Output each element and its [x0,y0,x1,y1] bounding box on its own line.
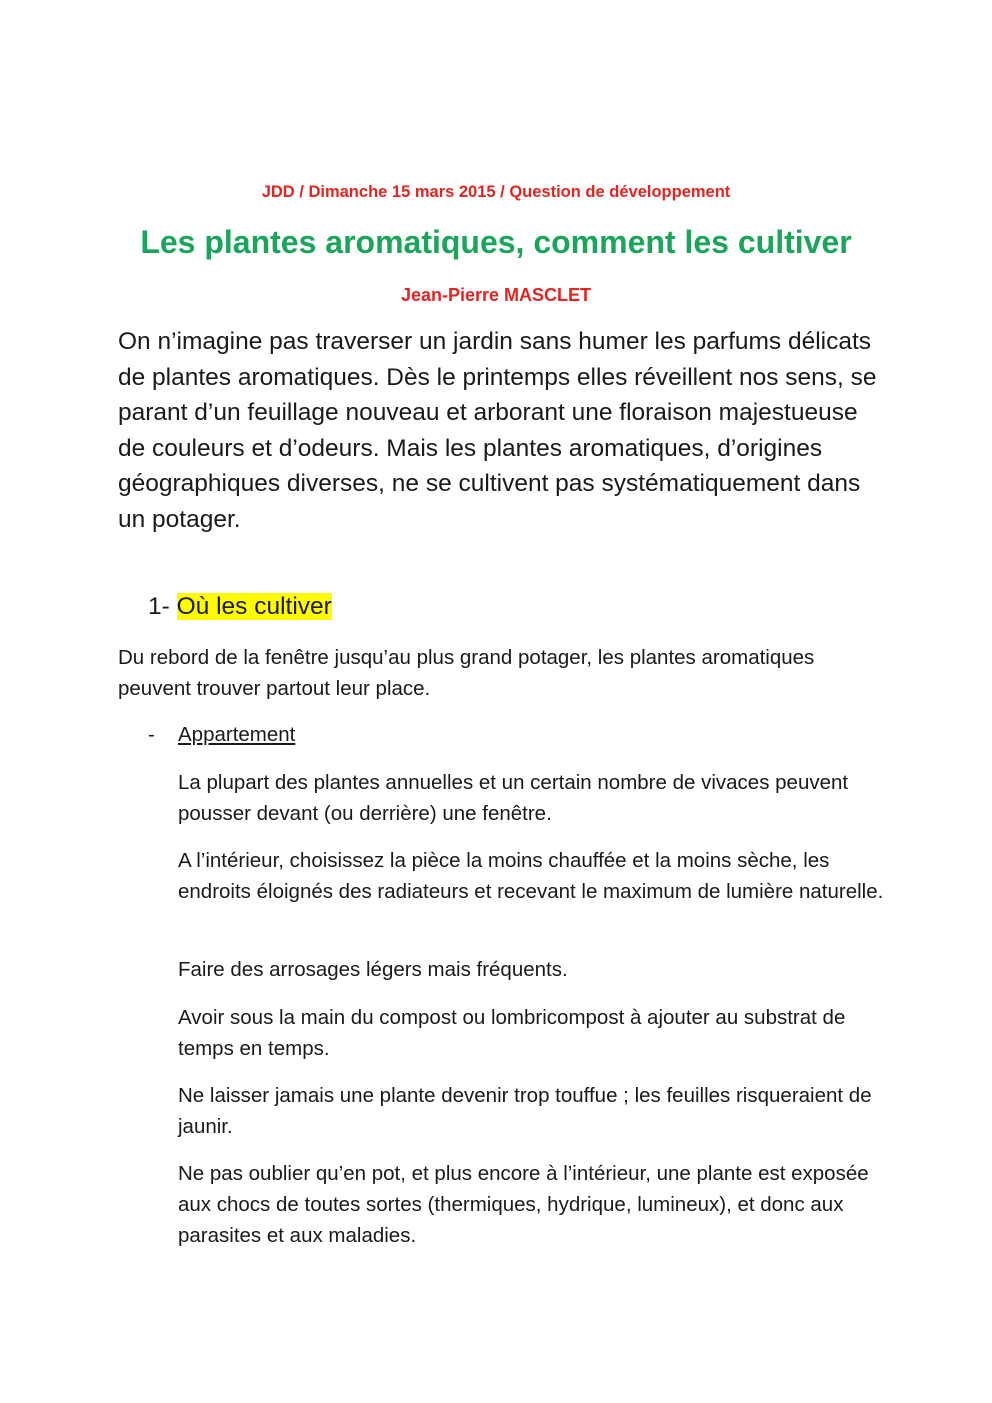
sub-paragraph: Ne pas oublier qu’en pot, et plus encore à l’intérieur, une plante est exposée aux chocs de toutes sortes (thermiques, hydrique, lumineux), et donc aux parasites et aux maladies. [178,1162,869,1247]
bullet-label: Appartement [178,723,296,746]
section-text: Du rebord de la fenêtre jusqu’au plus grand potager, les plantes aromatiques peuvent trouver partout leur place. [118,646,815,700]
sub-paragraph: Ne laisser jamais une plante devenir trop touffue ; les feuilles risqueraient de jaunir. [178,1084,872,1138]
sub-paragraph: Avoir sous la main du compost ou lombricompost à ajouter au substrat de temps en temps. [178,1006,846,1060]
author-name: Jean-Pierre MASCLET [400,285,592,305]
page-title: Les plantes aromatiques, comment les cultiver [140,224,852,260]
section-heading [148,590,332,624]
bullet-item [148,720,295,750]
sub-paragraph: Faire des arrosages légers mais fréquents. [178,958,568,981]
section-title-highlighted: Où les cultiver [176,593,332,620]
sub-paragraph: La plupart des plantes annuelles et un certain nombre de vivaces peuvent pousser devant (ou derrière) une fenêtre. [178,771,849,825]
intro-paragraph: On n’imagine pas traverser un jardin sans humer les parfums délicats de plantes aromatiques. Dès le printemps elles réveillent nos sens, se parant d’un feuillage nouveau et arborant une floraison majestueuse de couleurs et d’odeurs. Mais les plantes aromatiques, d’origines géographiques diverses, ne se cultivent pas systématiquement dans un potager. [118,328,877,533]
section-number: 1- [148,593,170,620]
bullet-dash: - [148,723,155,746]
sub-paragraph: A l’intérieur, choisissez la pièce la moins chauffée et la moins sèche, les endroits éloignés des radiateurs et recevant le maximum de lumière naturelle. [178,849,884,903]
header-line: JDD / Dimanche 15 mars 2015 / Question de développement [261,183,731,201]
